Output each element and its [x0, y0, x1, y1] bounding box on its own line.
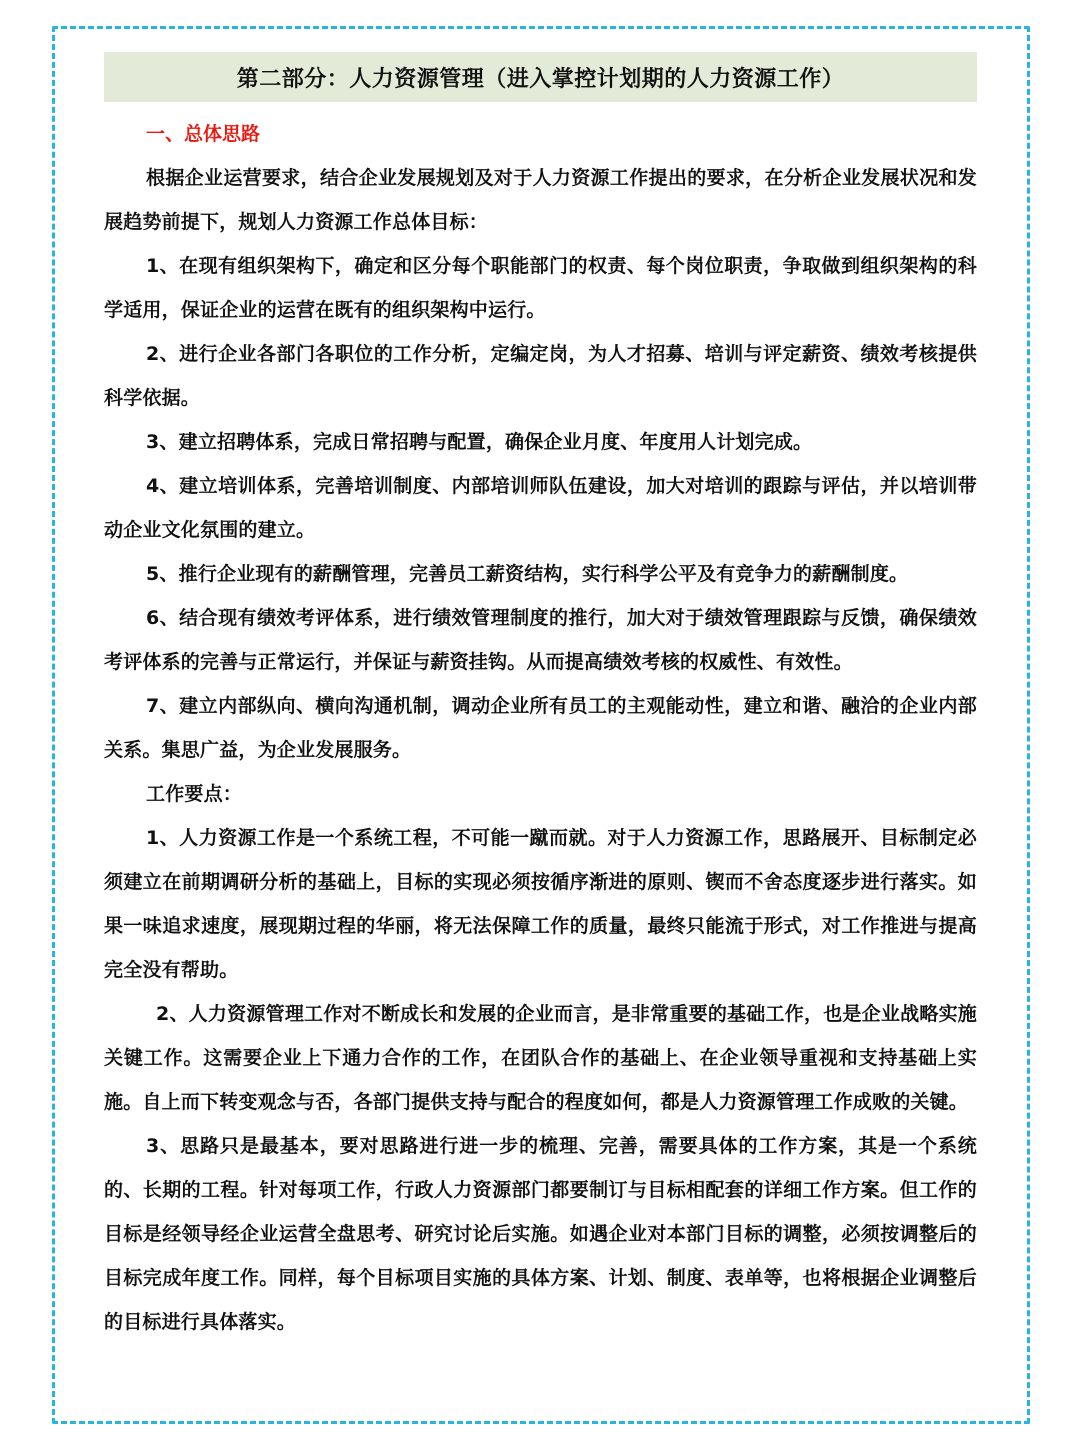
goal-item-3: 3、建立招聘体系，完成日常招聘与配置，确保企业月度、年度用人计划完成。 [146, 431, 813, 453]
key-point-3: 3、思路只是最基本，要对思路进行进一步的梳理、完善，需要具体的工作方案，其是一个系统的、长期的工程。针对每项工作，行政人力资源部门都要制订与目标相配套的详细工作方案。但工作的目标是经领导经企业运营全盘思考、研究讨论后实施。如遇企业对本部门目标的调整，必须按调整后的目标完成年度工作。同样，每个目标项目实施的具体方案、计划、制度、表单等，也将根据企业调整后的目标进行具体落实。 [104, 1135, 977, 1333]
document-title-bar [104, 52, 977, 102]
document-title: 第二部分：人力资源管理（进入掌控计划期的人力资源工作） [236, 66, 845, 92]
goal-item-2: 2、进行企业各部门各职位的工作分析，定编定岗，为人才招募、培训与评定薪资、绩效考核提供科学依据。 [104, 343, 977, 409]
goal-item-4: 4、建立培训体系，完善培训制度、内部培训师队伍建设，加大对培训的跟踪与评估，并以培训带动企业文化氛围的建立。 [104, 475, 977, 541]
goal-item-5: 5、推行企业现有的薪酬管理，完善员工薪资结构，实行科学公平及有竞争力的薪酬制度。 [146, 563, 909, 585]
key-points-heading: 工作要点： [146, 783, 243, 805]
key-point-2: 2、人力资源管理工作对不断成长和发展的企业而言，是非常重要的基础工作，也是企业战略实施关键工作。这需要企业上下通力合作的工作，在团队合作的基础上、在企业领导重视和支持基础上实施。自上而下转变观念与否，各部门提供支持与配合的程度如何，都是人力资源管理工作成败的关键。 [104, 1003, 977, 1113]
section-heading: 一、总体思路 [146, 123, 261, 145]
goal-item-1: 1、在现有组织架构下，确定和区分每个职能部门的权责、每个岗位职责，争取做到组织架构的科学适用，保证企业的运营在既有的组织架构中运行。 [104, 255, 977, 321]
goal-item-6: 6、结合现有绩效考评体系，进行绩效管理制度的推行，加大对于绩效管理跟踪与反馈，确保绩效考评体系的完善与正常运行，并保证与薪资挂钩。从而提高绩效考核的权威性、有效性。 [104, 607, 977, 673]
key-point-1: 1、人力资源工作是一个系统工程，不可能一蹴而就。对于人力资源工作，思路展开、目标制定必须建立在前期调研分析的基础上，目标的实现必须按循序渐进的原则、锲而不舍态度逐步进行落实。如果一味追求速度，展现期过程的华丽，将无法保障工作的质量，最终只能流于形式，对工作推进与提高完全没有帮助。 [104, 827, 977, 981]
goal-item-7: 7、建立内部纵向、横向沟通机制，调动企业所有员工的主观能动性，建立和谐、融洽的企业内部关系。集思广益，为企业发展服务。 [104, 695, 977, 761]
intro-paragraph: 根据企业运营要求，结合企业发展规划及对于人力资源工作提出的要求，在分析企业发展状况和发展趋势前提下，规划人力资源工作总体目标： [104, 167, 977, 233]
document-body [104, 112, 977, 1344]
